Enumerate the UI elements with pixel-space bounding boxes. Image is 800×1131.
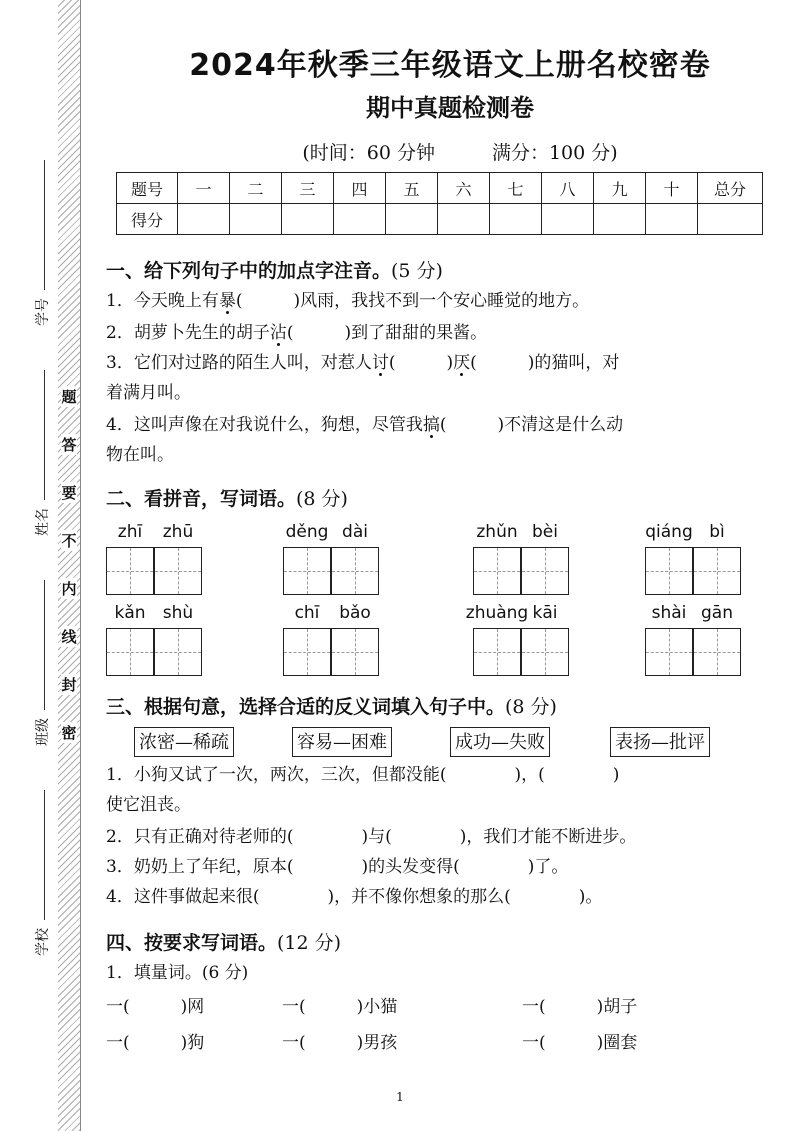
score-table-score-row xyxy=(117,204,763,235)
s1q1-text-b[interactable]: ( )风雨，我找不到一个安心睡觉的地方。 xyxy=(235,291,590,311)
writing-box[interactable] xyxy=(473,547,521,595)
score-header-cell: 三 xyxy=(282,173,334,204)
pinyin: kāi xyxy=(532,603,558,623)
s1-question-1 xyxy=(106,286,774,316)
exam-title: 2024年秋季三年级语文上册名校密卷 xyxy=(189,48,711,83)
score-cell[interactable] xyxy=(594,204,646,235)
s1-question-3 xyxy=(106,348,774,378)
score-header-cell: 二 xyxy=(230,173,282,204)
page-number: 1 xyxy=(396,1090,404,1104)
section-3-points: (8 分) xyxy=(505,696,557,718)
writing-box[interactable] xyxy=(106,628,154,676)
writing-box[interactable] xyxy=(106,547,154,595)
measure-word-item[interactable]: 一( )网 xyxy=(106,997,205,1017)
measure-word-item[interactable]: 一( )圈套 xyxy=(522,1033,638,1053)
section-4-title: 四、按要求写词语。 xyxy=(106,932,278,954)
s4-sub-1: 1．填量词。(6 分) xyxy=(106,963,249,983)
score-header-cell: 九 xyxy=(594,173,646,204)
pinyin: bǎo xyxy=(339,603,371,623)
measure-word-item[interactable]: 一( )男孩 xyxy=(282,1033,398,1053)
score-cell[interactable] xyxy=(178,204,230,235)
antonym-option-1: 浓密—稀疏 xyxy=(134,727,234,757)
pinyin: shù xyxy=(162,603,194,623)
s3-question-1[interactable]: 1．小狗又试了一次，两次，三次，但都没能( )，( ) xyxy=(106,765,620,785)
s1q4-text-b[interactable]: ( )不清这是什么动 xyxy=(439,415,624,435)
school-line[interactable] xyxy=(44,790,45,920)
s1q1-dotted-char: 暴 xyxy=(218,291,236,311)
writing-box[interactable] xyxy=(693,547,741,595)
pinyin: zhǔn xyxy=(476,522,518,542)
s1q3-text-a: 3．它们对过路的陌生人叫，对惹人 xyxy=(106,353,372,373)
pinyin: bì xyxy=(709,522,725,542)
s3-question-4[interactable]: 4．这件事做起来很( )，并不像你想象的那么( )。 xyxy=(106,887,603,907)
pinyin: zhū xyxy=(162,522,194,542)
cut-char-8: 密 xyxy=(61,724,77,742)
section-3-title: 三、根据句意，选择合适的反义词填入句子中。 xyxy=(106,696,506,718)
s3-question-2[interactable]: 2．只有正确对待老师的( )与( )，我们才能不断进步。 xyxy=(106,827,637,847)
writing-box[interactable] xyxy=(473,628,521,676)
writing-box[interactable] xyxy=(645,547,693,595)
binding-margin-hatch xyxy=(58,0,80,1131)
binding-line xyxy=(80,0,81,1131)
pinyin: shài xyxy=(651,603,687,623)
pinyin: zhī xyxy=(117,522,143,542)
s1q2-text-b[interactable]: ( )到了甜甜的果酱。 xyxy=(286,323,488,343)
s1q3-dotted-char-1: 讨 xyxy=(371,353,389,373)
cut-char-4: 不 xyxy=(61,532,77,550)
score-header-cell: 总分 xyxy=(698,173,763,204)
s1q3-blank-1[interactable]: ( ) xyxy=(388,353,454,373)
cut-char-3: 要 xyxy=(61,484,77,502)
section-4-points: (12 分) xyxy=(277,932,342,954)
s3-question-1-line2: 使它沮丧。 xyxy=(106,795,191,815)
school-label: 学校 xyxy=(35,928,51,956)
section-2-title: 二、看拼音，写词语。 xyxy=(106,488,297,510)
score-header-cell: 五 xyxy=(386,173,438,204)
pinyin: chī xyxy=(294,603,320,623)
writing-box[interactable] xyxy=(331,547,379,595)
pinyin: kǎn xyxy=(114,603,146,623)
s1-question-4-line2: 物在叫。 xyxy=(106,445,174,465)
score-cell[interactable] xyxy=(334,204,386,235)
section-1-title: 一、给下列句子中的加点字注音。 xyxy=(106,260,392,282)
writing-box[interactable] xyxy=(283,628,331,676)
antonym-option-4: 表扬—批评 xyxy=(610,727,710,757)
s1q3-text-c[interactable]: ( )的猫叫，对 xyxy=(470,353,620,373)
score-header-cell: 六 xyxy=(438,173,490,204)
s1q4-text-a: 4．这叫声像在对我说什么，狗想，尽管我 xyxy=(106,415,423,435)
cut-char-7: 封 xyxy=(61,676,77,694)
score-cell[interactable] xyxy=(230,204,282,235)
score-cell[interactable] xyxy=(490,204,542,235)
score-cell[interactable] xyxy=(438,204,490,235)
measure-word-item[interactable]: 一( )胡子 xyxy=(522,997,638,1017)
score-cell[interactable] xyxy=(646,204,698,235)
s1-question-3-line2: 着满月叫。 xyxy=(106,383,191,403)
score-row-label: 得分 xyxy=(117,204,178,235)
score-cell[interactable] xyxy=(698,204,763,235)
s1q2-text-a: 2．胡萝卜先生的胡子 xyxy=(106,323,270,343)
pinyin: bèi xyxy=(532,522,558,542)
exam-subtitle: 期中真题检测卷 xyxy=(366,94,534,122)
writing-box[interactable] xyxy=(154,547,202,595)
cut-char-2: 答 xyxy=(61,436,77,454)
section-1-points: (5 分) xyxy=(391,260,443,282)
pinyin: qiáng xyxy=(645,522,693,542)
score-header-cell: 七 xyxy=(490,173,542,204)
s1-question-2 xyxy=(106,318,774,348)
class-line[interactable] xyxy=(44,580,45,710)
score-cell[interactable] xyxy=(282,204,334,235)
score-header-cell: 八 xyxy=(542,173,594,204)
score-table xyxy=(116,172,763,235)
pinyin: dài xyxy=(342,522,368,542)
s3-question-3[interactable]: 3．奶奶上了年纪，原本( )的头发变得( )了。 xyxy=(106,857,569,877)
writing-box[interactable] xyxy=(521,628,569,676)
pinyin: gān xyxy=(701,603,733,623)
writing-box[interactable] xyxy=(154,628,202,676)
cut-char-6: 线 xyxy=(61,628,77,646)
s1-question-4 xyxy=(106,410,774,440)
score-table-header-row xyxy=(117,173,763,204)
cut-char-1: 题 xyxy=(61,388,77,406)
score-header-cell: 题号 xyxy=(117,173,178,204)
section-1-heading xyxy=(106,256,443,283)
student-id-label: 学号 xyxy=(35,298,51,326)
writing-box[interactable] xyxy=(283,547,331,595)
name-line[interactable] xyxy=(44,370,45,500)
s1q1-text-a: 1．今天晚上有 xyxy=(106,291,219,311)
measure-word-item[interactable]: 一( )狗 xyxy=(106,1033,205,1053)
s1q2-dotted-char: 沾 xyxy=(269,323,287,343)
antonym-option-3: 成功—失败 xyxy=(450,727,550,757)
section-2-heading xyxy=(106,484,348,511)
score-cell[interactable] xyxy=(542,204,594,235)
writing-box[interactable] xyxy=(331,628,379,676)
section-3-heading xyxy=(106,692,557,719)
score-cell[interactable] xyxy=(386,204,438,235)
s1q3-dotted-char-2: 厌 xyxy=(453,353,471,373)
time-info: (时间：60 分钟 满分：100 分) xyxy=(302,142,618,164)
pinyin: děng xyxy=(285,522,329,542)
cut-char-5: 内 xyxy=(61,580,77,598)
section-2-points: (8 分) xyxy=(296,488,348,510)
antonym-option-2: 容易—困难 xyxy=(292,727,392,757)
class-label: 班级 xyxy=(35,718,51,746)
score-header-cell: 一 xyxy=(178,173,230,204)
score-header-cell: 十 xyxy=(646,173,698,204)
s1q4-dotted-char: 搞 xyxy=(422,415,440,435)
writing-box[interactable] xyxy=(645,628,693,676)
name-label: 姓名 xyxy=(35,508,51,536)
score-header-cell: 四 xyxy=(334,173,386,204)
measure-word-item[interactable]: 一( )小猫 xyxy=(282,997,398,1017)
pinyin: zhuàng xyxy=(465,603,529,623)
writing-box[interactable] xyxy=(693,628,741,676)
student-id-line[interactable] xyxy=(44,160,45,290)
writing-box[interactable] xyxy=(521,547,569,595)
section-4-heading xyxy=(106,928,341,955)
